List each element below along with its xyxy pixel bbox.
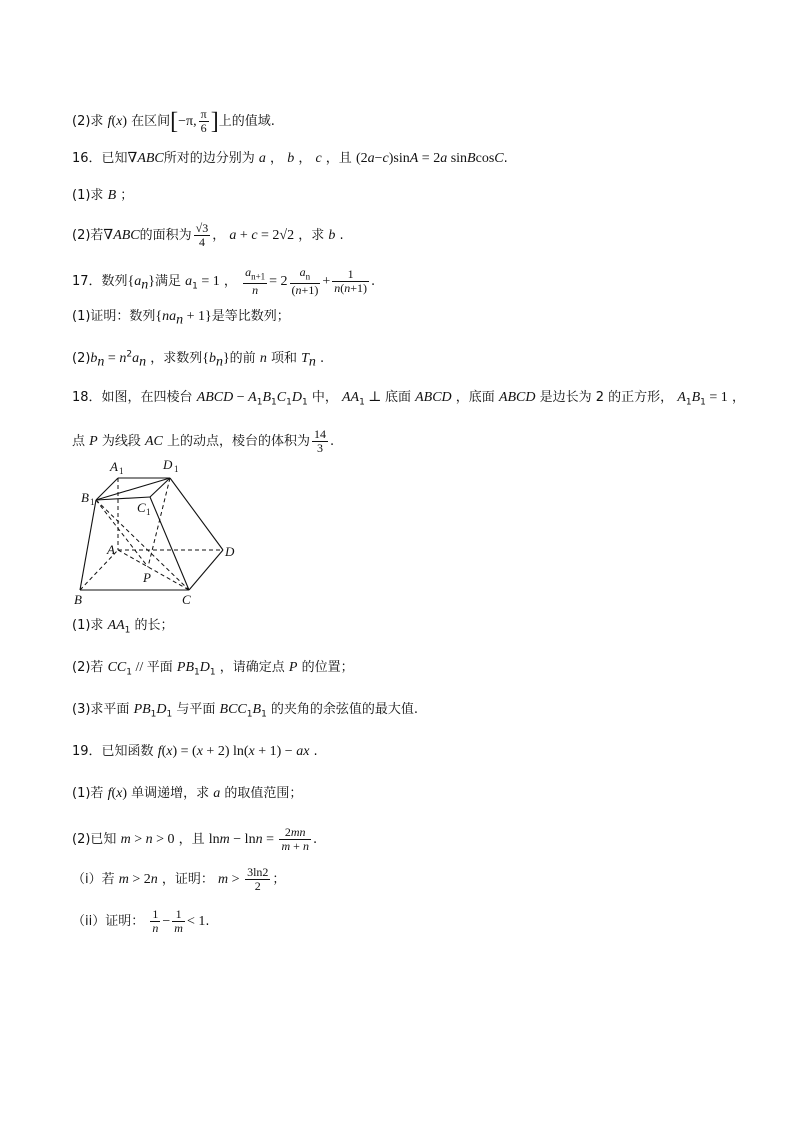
q19-part2-ii-render: （ii）证明： $\frac{1}{n}$ − $\frac{1}{m}$ < 1. xyxy=(72,907,210,935)
q17-part2-render: $(2)b_n = n^2a_n$ ，求数列$\{b_n\}$的前 n 项和 $T_n$ . xyxy=(72,350,325,370)
label-A1-sub: 1 xyxy=(119,466,124,476)
q18-part2-render: (2)若 $CC_1$ // 平面 $PB_1D_1$ ，请确定点 P 的位置； xyxy=(72,660,354,678)
label-D1-sub: 1 xyxy=(174,464,179,474)
label-C1: C xyxy=(137,500,146,515)
edge-BB1 xyxy=(80,500,96,590)
q16-part2-render: (2)若∇ABC的面积为 $\frac{√3}{4}$ ， a + c = 2√2 ，求 b . xyxy=(72,221,344,249)
q19-part2-i-render: （i）若 m > 2n ，证明： m > $\frac{3\ln 2}{2}$ ； xyxy=(72,865,286,893)
label-B1-sub: 1 xyxy=(90,497,95,507)
label-D1: D xyxy=(163,457,173,472)
q17-part2 xyxy=(72,346,324,372)
label-C1-sub: 1 xyxy=(146,507,151,517)
label-D: D xyxy=(225,544,235,559)
q16-part2 xyxy=(72,222,344,249)
label-C: C xyxy=(182,592,191,607)
q18-part2 xyxy=(72,659,354,682)
q18-stem-1-render: 18．如图，在四棱台 ABCD − $A_1B_1C_1D_1$ 中， $AA_1$ ⊥ 底面 ABCD ，底面 ABCD 是边长为 2 的正方形， $A_1B_1 = 1$ ， xyxy=(72,390,745,408)
q18-part1 xyxy=(72,617,174,640)
q19-part1 xyxy=(72,785,302,803)
q18-part3 xyxy=(72,701,418,724)
q19-part2-i xyxy=(72,866,285,893)
q18-part1-render: (1)求 $AA_1$ 的长； xyxy=(72,618,174,636)
q16-stem xyxy=(72,150,508,168)
q18-stem-1 xyxy=(72,389,745,412)
q15-part2 xyxy=(72,108,275,135)
label-P: P xyxy=(143,570,151,585)
label-B1: B xyxy=(81,490,89,505)
edge-CD xyxy=(189,550,223,590)
q19-part2-ii xyxy=(72,908,209,935)
q17-stem-render: 17．数列$\{a_n\}$满足 $a_1 = 1$ ， $\frac{a_{n+1}}{n}$ = 2 $\frac{a_n}{(n+1)}$ + $\frac{1}{n(n+1)}$ . xyxy=(72,265,376,298)
edge-D1D xyxy=(170,478,223,550)
q17-part1-render: (1)证明：数列$\{na_n + 1\}$是等比数列； xyxy=(72,309,290,328)
q18-stem-2-render: 点 P 为线段 AC 上的动点，棱台的体积为 $\frac{14}{3}$ . xyxy=(72,427,335,455)
edge-C1C xyxy=(150,497,189,590)
q17-part1 xyxy=(72,308,290,330)
q19-part1-render: (1)若 f(x) 单调递增，求 a 的取值范围； xyxy=(72,786,303,801)
label-B: B xyxy=(74,592,82,607)
frustum-figure xyxy=(70,432,245,607)
label-A: A xyxy=(107,542,115,557)
q19-part2-render: (2)已知 m > n > 0 ，且 lnm − lnn = $\frac{2mn}{m + n}$ . xyxy=(72,825,318,853)
q15-part2-render: (2)求 f(x) 在区间[−π, $\frac{\pi}{6}$ ]上的值域. xyxy=(72,107,275,135)
q19-stem xyxy=(72,743,318,761)
q17-stem xyxy=(72,266,375,297)
q18-part3-render: (3)求平面 $PB_1D_1$ 与平面 $BCC_1B_1$ 的夹角的余弦值的最大值. xyxy=(72,702,419,720)
q16-part1 xyxy=(72,187,133,205)
q19-part2 xyxy=(72,826,317,853)
q16-part1-render: (1)求 B ； xyxy=(72,188,134,203)
q16-stem-render: 16．已知∇ABC所对的边分别为 a ， b ， c ，且 (2a−c)sinA = 2a sinBcosC. xyxy=(72,151,508,166)
label-A1: A xyxy=(110,459,118,474)
q19-stem-render: 19．已知函数 f(x) = (x + 2) ln(x + 1) − ax . xyxy=(72,744,318,759)
